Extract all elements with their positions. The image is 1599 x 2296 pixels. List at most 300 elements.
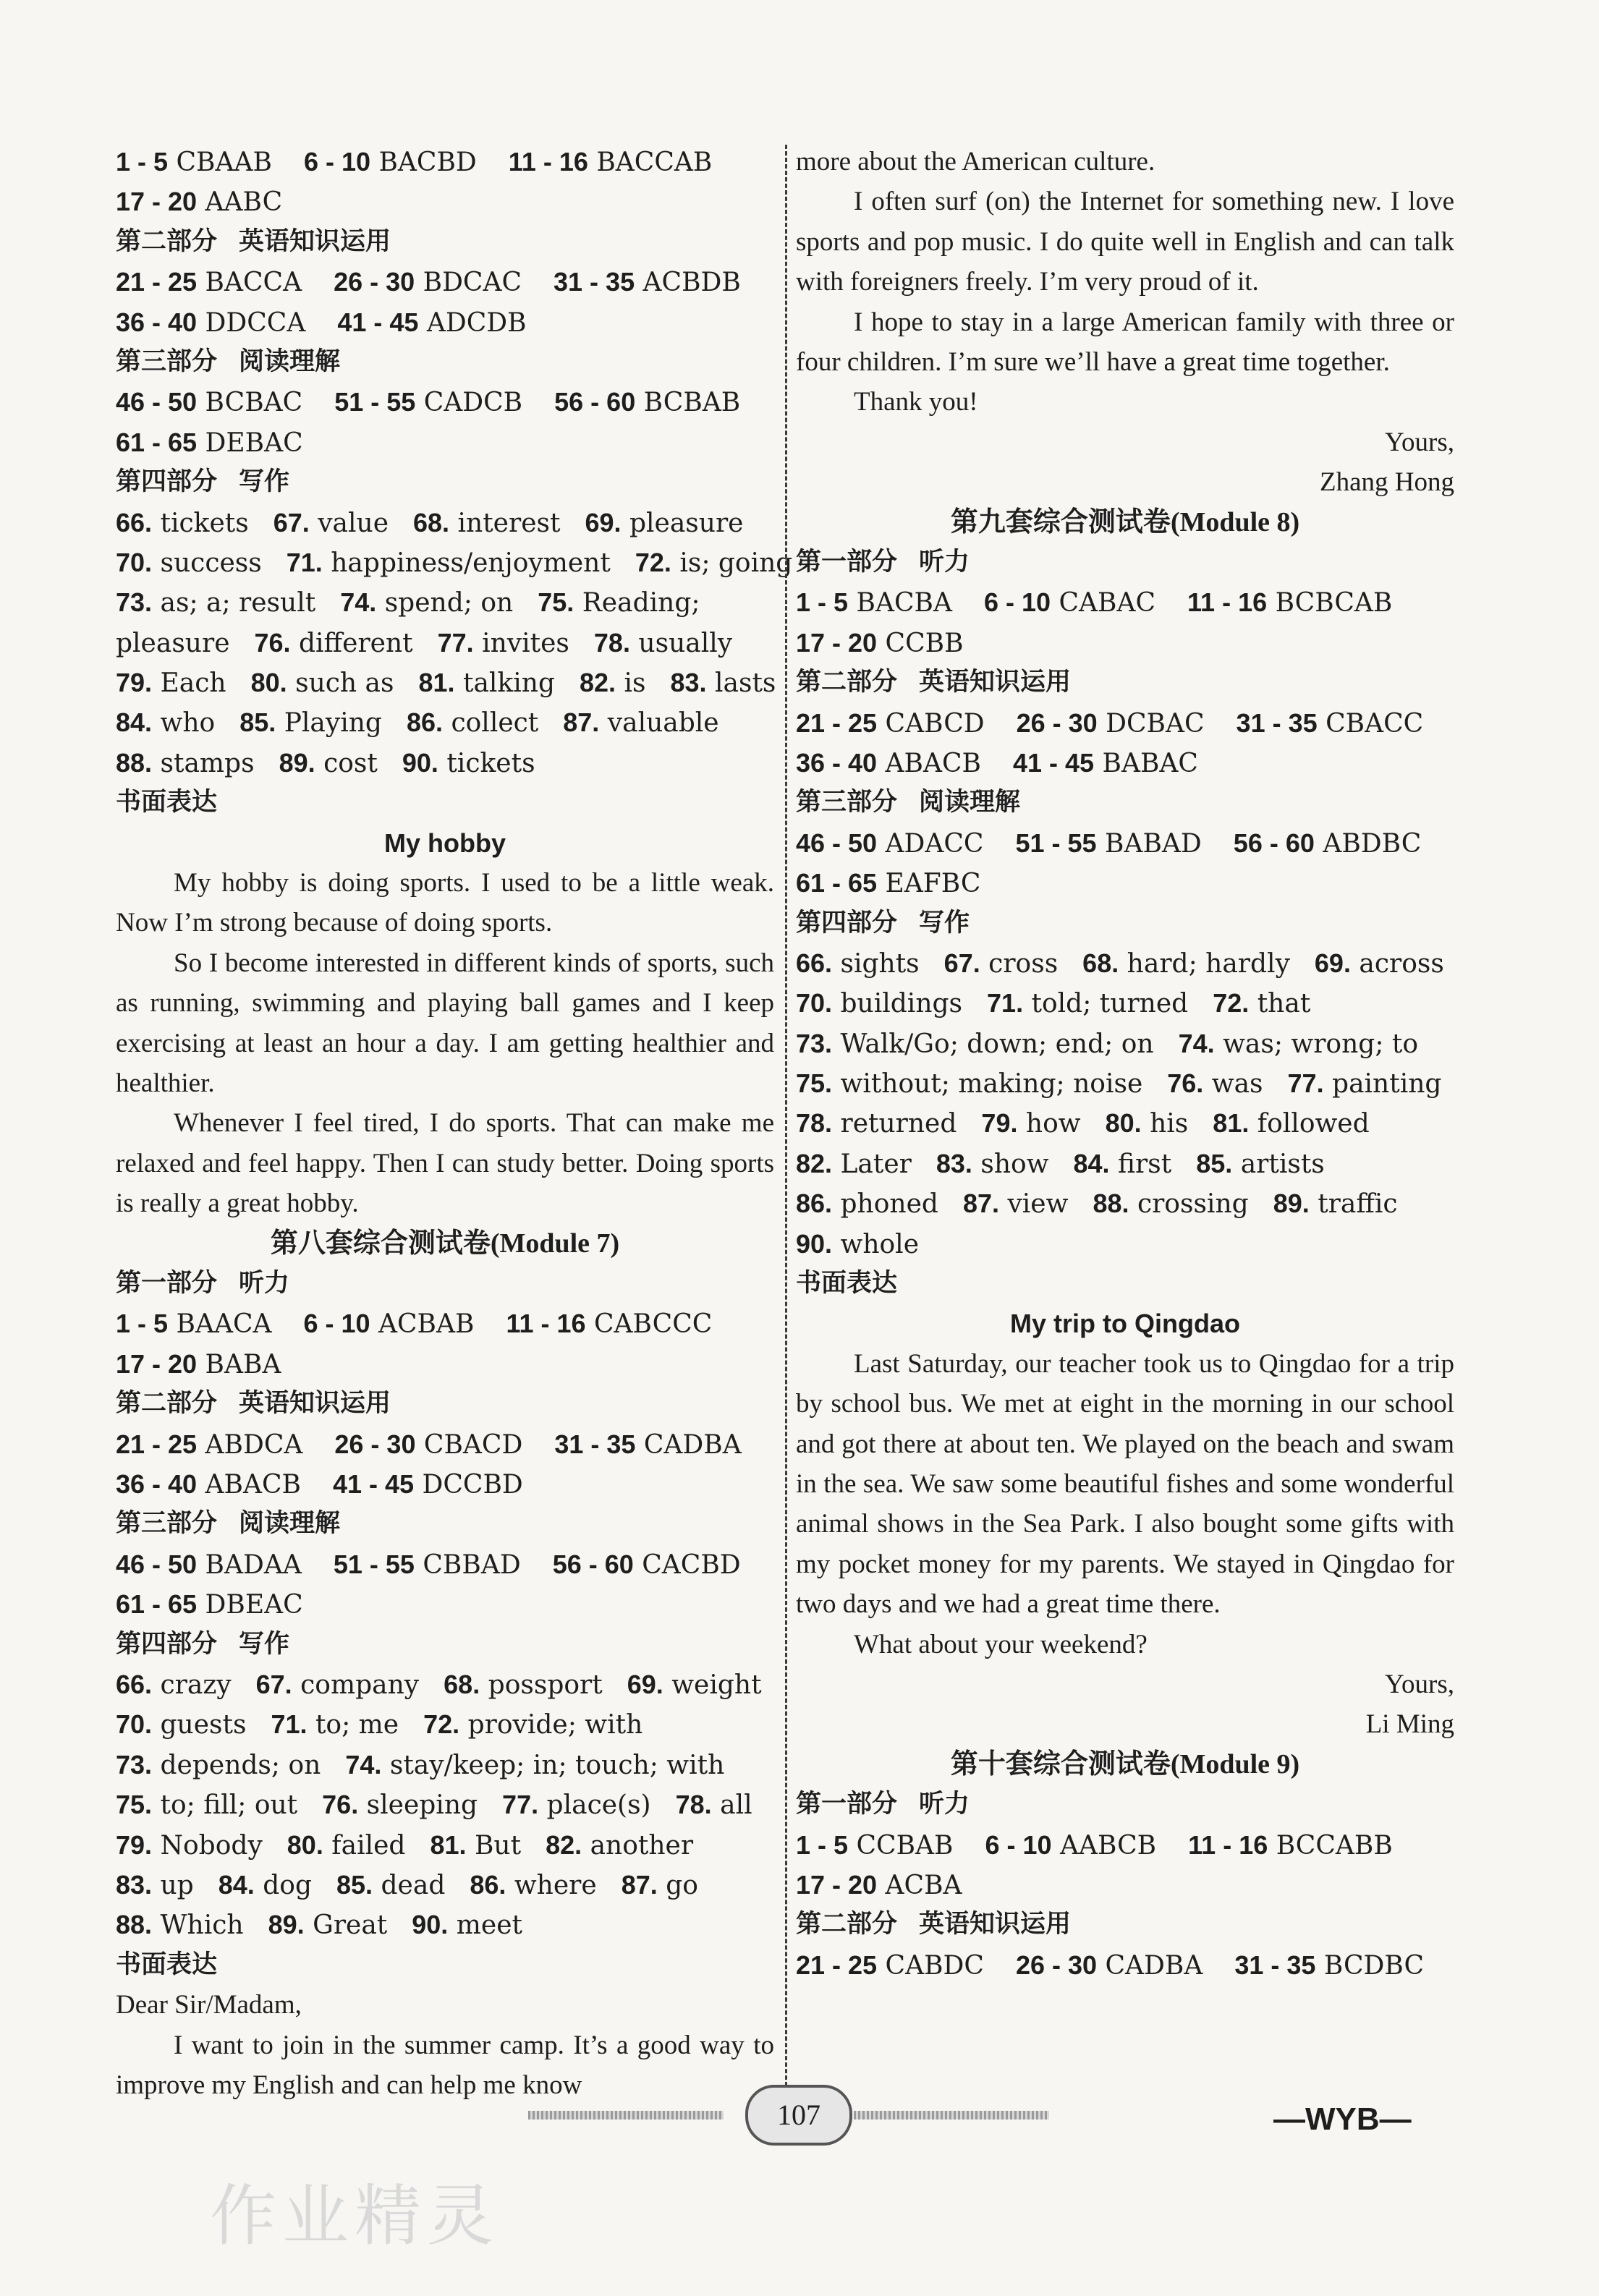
word-value: hard; hardly (1127, 948, 1290, 979)
word-answer (580, 668, 646, 698)
word-answer (287, 548, 611, 578)
answer-range: 46 - 50 (116, 1549, 198, 1579)
word-answer (1288, 1069, 1442, 1099)
answer-group (796, 1865, 962, 1905)
word-value: meet (456, 1910, 522, 1941)
word-answer (418, 668, 555, 698)
question-number: 80. (1105, 1108, 1142, 1139)
answer-letters: CACBD (642, 1549, 741, 1580)
question-number: 67. (273, 507, 310, 537)
question-number: 74. (345, 1749, 382, 1780)
answer-group (1017, 703, 1205, 744)
test-paper-close: ) (610, 1228, 620, 1259)
word-answer (430, 1831, 521, 1861)
essay-title: My trip to Qingdao (1010, 1309, 1240, 1339)
section-heading (796, 903, 1454, 943)
word-answer-row (116, 1704, 774, 1744)
word-value: Playing (284, 708, 382, 739)
word-value: happiness/enjoyment (331, 548, 611, 578)
word-value: such as (295, 668, 394, 699)
word-value: his (1150, 1109, 1189, 1139)
word-answer-row (116, 503, 774, 543)
answer-group (796, 863, 980, 903)
footer-ornament-right (854, 2111, 1049, 2119)
question-number: 82. (580, 668, 616, 698)
word-answer-row (116, 743, 774, 783)
question-number: 70. (116, 1709, 153, 1740)
page-footer (528, 2083, 1049, 2141)
answer-group (506, 1304, 712, 1344)
answer-range: 61 - 65 (116, 427, 198, 457)
question-number: 73. (116, 587, 153, 618)
word-answer (796, 1149, 912, 1179)
section-heading (116, 1945, 774, 1985)
answer-row (116, 422, 774, 462)
section-heading (796, 543, 1454, 582)
section-part: 第四部分 (116, 1629, 218, 1659)
word-value: Later (840, 1149, 912, 1179)
answer-range: 11 - 16 (1187, 587, 1268, 618)
section-title: 听力 (919, 548, 970, 577)
word-value: first (1118, 1149, 1172, 1179)
word-value: But (474, 1830, 522, 1861)
answer-row (796, 1945, 1454, 1985)
section-part: 书面表达 (116, 788, 218, 817)
word-answer-row (116, 663, 774, 702)
section-heading (796, 1264, 1454, 1304)
section-part: 第二部分 (796, 668, 898, 697)
word-answer-row (116, 623, 774, 663)
word-answer-row (116, 1785, 774, 1824)
section-heading (116, 1625, 774, 1664)
word-answer (322, 1790, 478, 1820)
question-number: 76. (1167, 1068, 1204, 1099)
answer-letters: BCBAB (643, 388, 741, 418)
word-value: up (160, 1870, 194, 1900)
word-answer (340, 588, 513, 618)
word-value: go (666, 1870, 698, 1900)
answer-group (116, 142, 272, 182)
answer-letters: CCBB (885, 628, 964, 658)
answer-range: 61 - 65 (116, 1589, 198, 1620)
section-part: 第二部分 (116, 1389, 218, 1419)
section-heading (796, 663, 1454, 702)
question-number: 77. (437, 627, 474, 658)
question-number: 88. (116, 1910, 153, 1940)
answer-letters: CBAAB (176, 148, 272, 177)
word-answer (796, 989, 962, 1019)
word-value: Which (160, 1910, 244, 1941)
answer-letters: BCDBC (1323, 1950, 1425, 1981)
answer-group (1234, 823, 1422, 864)
word-value: to; me (315, 1710, 399, 1740)
answer-letters: BACCA (205, 268, 302, 298)
answer-range: 6 - 10 (985, 1829, 1052, 1860)
answer-group (554, 1424, 741, 1465)
word-answer (239, 708, 382, 738)
answer-letters: CBACD (423, 1429, 523, 1460)
essay-paragraph: Thank you! (854, 387, 978, 417)
word-value: is (624, 668, 646, 699)
question-number: 81. (1213, 1108, 1250, 1139)
word-value: how (1025, 1109, 1081, 1139)
word-value: invites (482, 628, 569, 658)
answer-range: 46 - 50 (116, 387, 198, 417)
word-value: tickets (446, 748, 535, 778)
answer-letters: BAACA (176, 1309, 272, 1340)
answer-range: 31 - 35 (1234, 1950, 1316, 1980)
answer-range: 6 - 10 (303, 1309, 370, 1339)
answer-group (1187, 582, 1392, 623)
answer-row (796, 1825, 1454, 1865)
answer-group (796, 823, 983, 864)
answer-range: 51 - 55 (334, 387, 416, 417)
answer-group (116, 1304, 272, 1344)
question-number: 69. (1314, 948, 1351, 978)
answer-group (116, 262, 302, 302)
answer-letters: BACBD (378, 148, 477, 177)
word-answer-row (116, 1865, 774, 1905)
answer-letters: BABAC (1102, 748, 1198, 778)
answer-group (1016, 1945, 1203, 1986)
answer-group (796, 623, 964, 663)
test-paper-module: Module 9 (1179, 1748, 1291, 1780)
section-part: 第二部分 (796, 1910, 898, 1939)
word-answer (1196, 1149, 1325, 1179)
word-value: sleeping (366, 1790, 478, 1821)
question-number: 69. (585, 507, 622, 537)
question-number: 77. (1287, 1068, 1324, 1099)
word-value: returned (840, 1109, 957, 1139)
word-value: cross (988, 948, 1059, 979)
answer-group (334, 1424, 522, 1465)
question-number: 84. (116, 707, 153, 738)
word-answer (1082, 949, 1290, 979)
word-value: followed (1257, 1109, 1370, 1139)
word-answer (402, 749, 535, 778)
answer-range: 17 - 20 (796, 1870, 878, 1900)
answer-range: 41 - 45 (337, 307, 419, 337)
word-answer-row (116, 1664, 774, 1704)
answer-letters: CABCD (885, 708, 985, 739)
word-answer (116, 1751, 321, 1780)
word-answer-row (796, 1183, 1454, 1223)
question-number: 89. (279, 747, 315, 778)
word-answer (255, 629, 413, 658)
answer-range: 11 - 16 (506, 1309, 586, 1339)
section-title: 英语知识运用 (919, 668, 1072, 697)
word-value: pleasure (629, 508, 744, 538)
answer-range: 61 - 65 (796, 868, 878, 898)
word-answer (116, 1670, 232, 1700)
answer-letters: ACBA (885, 1871, 962, 1901)
section-part: 书面表达 (116, 1950, 218, 1979)
word-answer (287, 1831, 406, 1861)
word-value: who (160, 708, 216, 739)
question-number: 79. (981, 1108, 1018, 1139)
question-number: 71. (286, 547, 323, 577)
word-value: another (590, 1830, 694, 1861)
word-answer (1106, 1109, 1189, 1139)
section-part: 第四部分 (796, 908, 898, 937)
answer-range: 21 - 25 (116, 267, 198, 297)
word-answer (116, 749, 255, 778)
word-answer (627, 1670, 762, 1700)
question-number: 66. (796, 948, 833, 978)
word-value: traffic (1318, 1189, 1398, 1220)
question-number: 66. (116, 1669, 153, 1699)
answer-group (554, 262, 741, 302)
section-title: 英语知识运用 (239, 1389, 391, 1419)
word-answer (438, 629, 569, 658)
word-answer-row (796, 1063, 1454, 1103)
word-answer-row (116, 1745, 774, 1785)
word-answer (1167, 1069, 1263, 1099)
word-answer (412, 1910, 522, 1940)
section-heading (116, 222, 774, 262)
question-number: 80. (287, 1829, 323, 1860)
answer-range: 31 - 35 (1236, 707, 1318, 738)
answer-row (116, 1344, 774, 1384)
word-answer-row (796, 1103, 1454, 1143)
word-value: is; going (679, 548, 793, 578)
answer-group (554, 382, 740, 422)
answer-letters: ABACB (885, 748, 981, 778)
answer-row (116, 262, 774, 302)
question-number: 67. (943, 948, 980, 978)
word-value: crazy (160, 1670, 232, 1700)
question-number: 88. (116, 747, 153, 778)
question-number: 73. (796, 1028, 833, 1058)
answer-row (116, 182, 774, 221)
word-answer (963, 1189, 1068, 1219)
word-value: lasts (715, 668, 776, 699)
word-answer (538, 588, 700, 618)
word-answer (116, 1710, 246, 1740)
answer-letters: ABDBC (1323, 828, 1422, 859)
word-value: different (299, 628, 413, 658)
answer-range: 26 - 30 (334, 267, 415, 297)
word-answer (273, 509, 389, 538)
question-number: 89. (1273, 1189, 1310, 1219)
word-answer-row (116, 702, 774, 742)
answer-range: 46 - 50 (796, 828, 878, 858)
word-value: dead (381, 1870, 446, 1900)
word-value: provide; with (467, 1710, 643, 1740)
answer-row (116, 1544, 774, 1584)
word-answer (796, 1109, 957, 1139)
answer-group (337, 302, 526, 343)
answer-range: 31 - 35 (554, 1429, 636, 1459)
word-value: depends; on (160, 1750, 321, 1780)
answer-row (796, 703, 1454, 743)
answer-letters: AABCB (1060, 1830, 1157, 1861)
word-answer-row (796, 1224, 1454, 1264)
answer-range: 36 - 40 (116, 1469, 198, 1500)
word-value: place(s) (546, 1790, 651, 1821)
word-answer (116, 509, 249, 538)
section-part: 第一部分 (116, 1269, 218, 1298)
word-answer-row (116, 1825, 774, 1865)
word-answer (279, 749, 378, 778)
answer-letters: BABAD (1105, 828, 1202, 859)
answer-group (796, 703, 985, 744)
test-paper-title (116, 1224, 774, 1264)
question-number: 86. (406, 707, 444, 738)
answer-range: 56 - 60 (552, 1549, 634, 1579)
question-number: 76. (322, 1790, 359, 1820)
answer-letters: DDCCA (205, 307, 306, 338)
word-value: Walk/Go; down; end; on (840, 1029, 1154, 1059)
word-answer (336, 1871, 445, 1900)
answer-range: 17 - 20 (116, 1348, 198, 1379)
answer-range: 31 - 35 (554, 267, 635, 297)
page-number: 107 (745, 2085, 852, 2146)
watermark: 作业精灵 (210, 2177, 500, 2255)
answer-letters: BACBA (856, 588, 952, 618)
question-number: 68. (444, 1669, 480, 1699)
answer-letters: BCBAC (205, 388, 303, 418)
answer-letters: CADBA (643, 1429, 742, 1460)
answer-group (116, 182, 282, 222)
word-answer (116, 548, 262, 578)
question-number: 71. (271, 1709, 308, 1740)
answer-range: 6 - 10 (303, 147, 371, 177)
word-value: company (300, 1670, 420, 1700)
test-paper-title (796, 1745, 1454, 1785)
question-number: 87. (563, 707, 600, 738)
answer-range: 21 - 25 (796, 1950, 878, 1980)
section-title: 英语知识运用 (239, 226, 391, 256)
essay-paragraph: What about your weekend? (854, 1629, 1148, 1659)
word-value: pleasure (116, 628, 230, 658)
answer-letters: CBBAD (423, 1549, 521, 1580)
answer-letters: EAFBC (885, 869, 981, 899)
question-number: 85. (239, 707, 276, 738)
test-paper-module: Module 8 (1179, 506, 1291, 537)
test-paper-module: Module 7 (499, 1228, 611, 1259)
word-answer-row (116, 582, 774, 622)
answer-range: 36 - 40 (116, 307, 198, 337)
word-value: was; wrong; to (1223, 1029, 1419, 1059)
word-answer (345, 1751, 724, 1780)
answer-group (796, 582, 952, 623)
question-number: 70. (116, 547, 153, 577)
word-value: crossing (1137, 1189, 1249, 1220)
section-title: 阅读理解 (239, 346, 341, 376)
answer-letters: ABDCA (205, 1429, 303, 1460)
word-value: possport (488, 1670, 603, 1700)
word-answer (796, 1189, 938, 1219)
answer-letters: CADBA (1105, 1950, 1203, 1981)
word-answer (116, 708, 215, 738)
section-heading (116, 783, 774, 822)
answer-letters: BACCAB (596, 148, 713, 177)
question-number: 69. (627, 1669, 663, 1699)
word-value: talking (462, 668, 555, 699)
word-value: all (720, 1790, 752, 1821)
section-part: 第一部分 (796, 548, 898, 577)
answer-group (1013, 743, 1198, 783)
answer-row (116, 1304, 774, 1343)
question-number: 81. (430, 1829, 467, 1860)
word-value: to; fill; out (160, 1790, 298, 1821)
answer-group (304, 1304, 475, 1344)
answer-group (1234, 1945, 1424, 1986)
word-answer (116, 1910, 244, 1940)
word-value: Reading; (582, 588, 700, 618)
word-answer (1273, 1189, 1398, 1219)
letter-signature: Yours, (1385, 427, 1454, 457)
word-answer (1093, 1189, 1248, 1219)
word-answer-row (796, 1144, 1454, 1183)
answer-row (116, 1424, 774, 1464)
word-answer (1074, 1149, 1172, 1179)
essay-paragraph: I want to join in the summer camp. It’s a good way to improve my English and can help me know (116, 2030, 774, 2100)
answer-letters: BDCAC (423, 268, 522, 298)
word-value: show (980, 1149, 1049, 1179)
word-answer (1179, 1029, 1418, 1059)
answer-range: 51 - 55 (333, 1549, 415, 1579)
question-number: 90. (402, 747, 438, 778)
answer-range: 1 - 5 (116, 147, 169, 177)
word-value: weight (671, 1670, 762, 1700)
word-value: dog (263, 1870, 312, 1900)
answer-group (116, 1584, 303, 1625)
answer-letters: ACBDB (642, 268, 741, 298)
answer-range: 41 - 45 (1012, 747, 1095, 778)
answer-letters: BCCABB (1276, 1830, 1393, 1861)
word-value: told; turned (1031, 989, 1189, 1019)
test-paper-title (796, 503, 1454, 543)
left-column (116, 142, 793, 2105)
question-number: 82. (546, 1829, 582, 1860)
answer-letters: CBACC (1326, 708, 1424, 739)
column-divider (785, 145, 787, 2112)
answer-range: 21 - 25 (796, 707, 878, 738)
section-part: 书面表达 (796, 1269, 898, 1298)
question-number: 85. (336, 1869, 373, 1900)
answer-row (116, 382, 774, 422)
word-value: sights (840, 948, 920, 979)
answer-letters: CCBAB (856, 1830, 954, 1861)
word-answer (251, 668, 394, 698)
letter-signature: Yours, (1385, 1670, 1454, 1700)
section-title: 阅读理解 (239, 1509, 341, 1539)
answer-range: 6 - 10 (983, 587, 1051, 618)
word-value: interest (457, 508, 561, 538)
section-part: 第二部分 (116, 226, 218, 256)
answer-range: 51 - 55 (1015, 828, 1097, 858)
section-heading (796, 1785, 1454, 1824)
word-answer (796, 1230, 919, 1259)
answer-group (116, 1544, 302, 1585)
answer-row (116, 1584, 774, 1624)
answer-group (116, 1424, 302, 1465)
answer-range: 11 - 16 (508, 147, 588, 177)
word-answer (563, 708, 718, 738)
right-column (796, 142, 1454, 1985)
answer-letters: DCBAC (1106, 708, 1205, 739)
question-number: 73. (116, 1749, 153, 1780)
word-answer (256, 1670, 420, 1700)
answer-row (796, 863, 1454, 903)
answer-letters: CADCB (423, 388, 523, 418)
letter-signature: Zhang Hong (1320, 467, 1454, 498)
answer-letters: BADAA (205, 1549, 302, 1580)
question-number: 90. (796, 1228, 833, 1259)
word-answer (635, 548, 793, 578)
